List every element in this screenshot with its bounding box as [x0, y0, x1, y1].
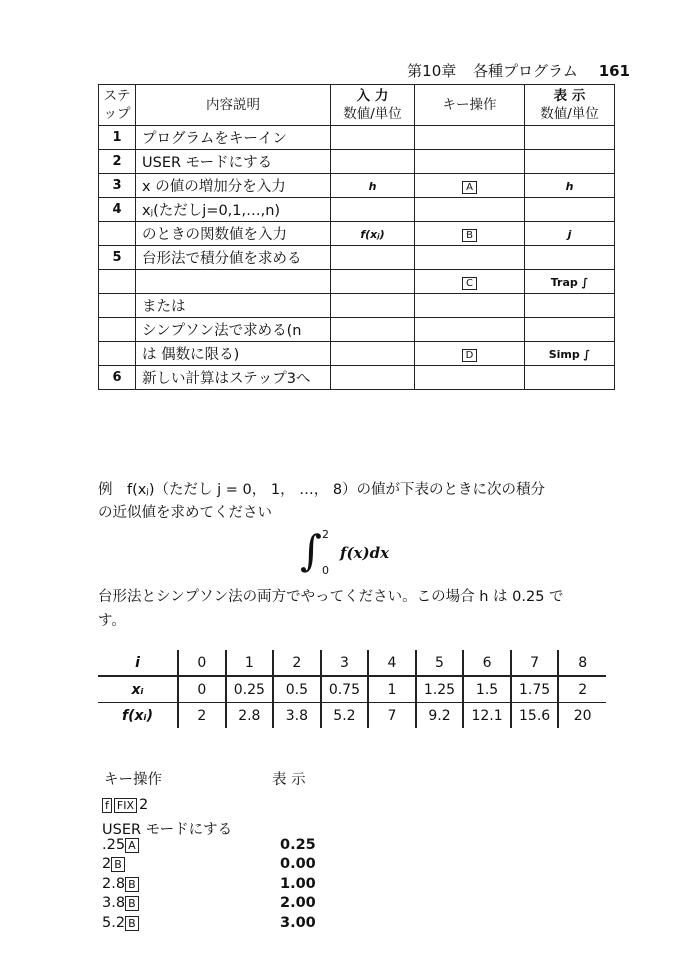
key-a-icon: A [125, 838, 139, 853]
step-key [415, 366, 525, 390]
step-key [415, 174, 525, 198]
key-b-icon: B [125, 877, 139, 892]
step-input [331, 198, 415, 222]
program-steps-table [98, 84, 615, 390]
step-number: 5 [99, 246, 136, 270]
key-b-icon: B [462, 229, 477, 242]
value-cell: 12.1 [463, 703, 511, 729]
step-display [525, 150, 615, 174]
table-row [99, 126, 615, 150]
value-cell: 0 [178, 650, 226, 676]
step-key [415, 246, 525, 270]
chapter-title: 各種プログラム [473, 62, 578, 80]
value-cell: 8 [558, 650, 606, 676]
key-c-icon: C [462, 277, 477, 290]
step-key [415, 198, 525, 222]
header-step: ステップ [99, 85, 136, 126]
key-b-icon: B [111, 857, 125, 872]
operation-display-value: 3.00 [280, 915, 316, 931]
step-key [415, 318, 525, 342]
step-number: 6 [99, 366, 136, 390]
operation-step: 5.2 B [102, 915, 141, 931]
operations-key-header: キー操作 [104, 772, 162, 788]
step-key [415, 294, 525, 318]
example-line-4: す。 [98, 613, 126, 629]
example-line-3: 台形法とシンプソン法の両方でやってください。この場合 h は 0.25 で [98, 589, 564, 605]
row-label: i [98, 650, 178, 676]
value-cell: 7 [511, 650, 559, 676]
header-display: 表 示 数値/単位 [525, 85, 615, 126]
value-cell: 4 [368, 650, 416, 676]
step-description: USER モードにする [136, 150, 331, 174]
value-cell: 0.25 [226, 676, 274, 703]
key-b-icon: B [125, 916, 139, 931]
operation-step: USER モードにする [102, 822, 233, 838]
key-b-icon: B [125, 896, 139, 911]
value-cell: 20 [558, 703, 606, 729]
step-display: Trap ∫ [525, 270, 615, 294]
table-row [99, 174, 615, 198]
value-cell: 2 [178, 703, 226, 729]
step-number [99, 294, 136, 318]
step-display [525, 318, 615, 342]
step-description: または [136, 294, 331, 318]
operation-display-value: 1.00 [280, 876, 316, 892]
table-row [99, 150, 615, 174]
step-number: 1 [99, 126, 136, 150]
value-cell: 1.25 [416, 676, 464, 703]
step-input [331, 366, 415, 390]
step-input: h [331, 174, 415, 198]
step-input [331, 342, 415, 366]
step-description: シンプソン法で求める(n [136, 318, 331, 342]
step-display [525, 246, 615, 270]
header-description: 内容説明 [136, 85, 331, 126]
step-display [525, 198, 615, 222]
step-display [525, 366, 615, 390]
operation-step: 2 B [102, 856, 127, 872]
value-cell: 15.6 [511, 703, 559, 729]
integral-lower-limit: 0 [322, 564, 329, 577]
example-line-2: の近似値を求めてください [98, 505, 272, 521]
step-number [99, 222, 136, 246]
step-number [99, 318, 136, 342]
table-row [99, 198, 615, 222]
integral-upper-limit: 2 [322, 528, 329, 541]
step-number: 2 [99, 150, 136, 174]
value-cell: 9.2 [416, 703, 464, 729]
step-display: h [525, 174, 615, 198]
value-cell: 1 [368, 676, 416, 703]
value-row-i [98, 650, 606, 676]
step-display [525, 294, 615, 318]
step-input [331, 126, 415, 150]
step-number [99, 270, 136, 294]
value-cell: 0 [178, 676, 226, 703]
page-number: 161 [598, 62, 630, 80]
key-fix-icon: FIX [114, 798, 137, 813]
step-display: j [525, 222, 615, 246]
step-description: x の値の増加分を入力 [136, 174, 331, 198]
step-display: Simp ∫ [525, 342, 615, 366]
operation-step: 2.8 B [102, 876, 141, 892]
value-cell: 6 [463, 650, 511, 676]
step-input: f(xⱼ) [331, 222, 415, 246]
step-description: プログラムをキーイン [136, 126, 331, 150]
table-row [99, 366, 615, 390]
operations-display-header: 表 示 [272, 772, 306, 788]
step-number [99, 342, 136, 366]
step-display [525, 126, 615, 150]
step-input [331, 150, 415, 174]
value-cell: 5.2 [321, 703, 369, 729]
value-table [98, 650, 606, 728]
value-row-f [98, 703, 606, 729]
step-key [415, 222, 525, 246]
header-key-operation: キー操作 [415, 85, 525, 126]
step-key [415, 270, 525, 294]
step-description: 台形法で積分値を求める [136, 246, 331, 270]
chapter-label: 第10章 [407, 62, 457, 80]
operation-step: 3.8 B [102, 895, 141, 911]
step-number: 4 [99, 198, 136, 222]
value-cell: 5 [416, 650, 464, 676]
operation-display-value: 0.25 [280, 837, 316, 853]
value-cell: 2.8 [226, 703, 274, 729]
step-description [136, 270, 331, 294]
row-label: xᵢ [98, 676, 178, 703]
step-description: は 偶数に限る) [136, 342, 331, 366]
value-cell: 3.8 [273, 703, 321, 729]
example-line-1: 例 f(xⱼ)（ただし j = 0， 1， …， 8）の値が下表のときに次の積分 [98, 482, 546, 498]
step-description: xⱼ(ただしj=0,1,…,n) [136, 198, 331, 222]
operation-display-value: 0.00 [280, 856, 316, 872]
value-cell: 0.5 [273, 676, 321, 703]
step-key [415, 150, 525, 174]
table-row [99, 270, 615, 294]
step-description: 新しい計算はステップ3へ [136, 366, 331, 390]
table-row [99, 222, 615, 246]
value-cell: 1.75 [511, 676, 559, 703]
value-cell: 1 [226, 650, 274, 676]
table-row [99, 318, 615, 342]
key-d-icon: D [462, 349, 477, 362]
integral-sign: ∫ [300, 526, 322, 575]
integrand: f(x)dx [340, 544, 390, 562]
table-row [99, 342, 615, 366]
key-a-icon: A [462, 181, 477, 194]
step-key [415, 126, 525, 150]
value-cell: 3 [321, 650, 369, 676]
step-description: のときの関数値を入力 [136, 222, 331, 246]
header-input: 入 力 数値/単位 [331, 85, 415, 126]
step-input [331, 318, 415, 342]
row-label: f(xᵢ) [122, 707, 153, 724]
step-input [331, 294, 415, 318]
value-cell: 1.5 [463, 676, 511, 703]
operation-display-value: 2.00 [280, 895, 316, 911]
table-row [99, 246, 615, 270]
value-cell: 0.75 [321, 676, 369, 703]
table-header-row [99, 85, 615, 126]
step-input [331, 270, 415, 294]
key-f-icon: f [102, 798, 112, 813]
value-row-x [98, 676, 606, 703]
value-cell: 2 [273, 650, 321, 676]
step-key [415, 342, 525, 366]
page-header [330, 60, 630, 81]
step-input [331, 246, 415, 270]
value-cell: 7 [368, 703, 416, 729]
step-number: 3 [99, 174, 136, 198]
value-cell: 2 [558, 676, 606, 703]
operation-step: .25 A [102, 837, 141, 853]
operation-step: f FIX 2 [102, 797, 148, 813]
table-row [99, 294, 615, 318]
